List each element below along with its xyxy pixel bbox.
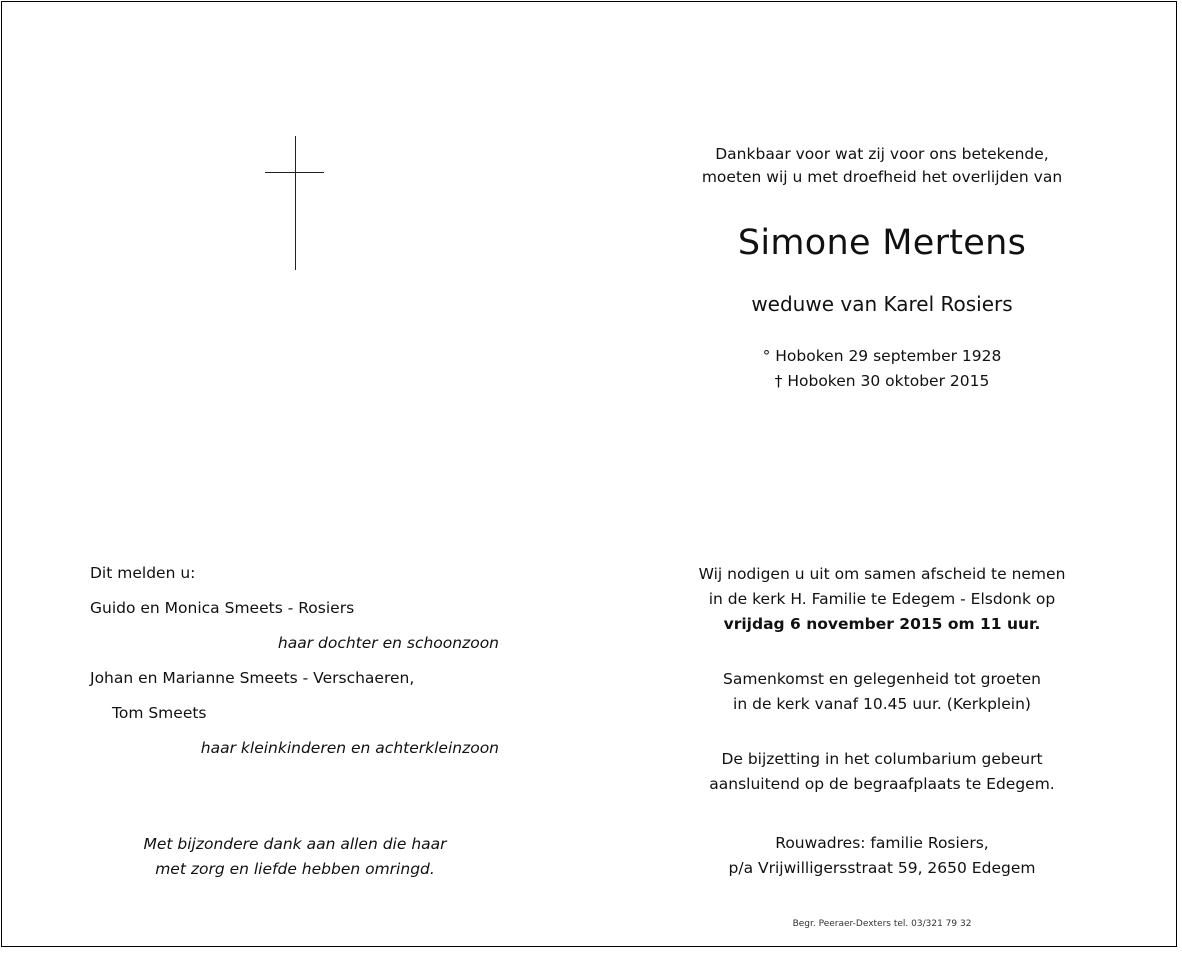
address-line-1: Rouwadres: familie Rosiers, <box>775 834 989 852</box>
family-header: Dit melden u: <box>90 564 196 582</box>
family-member-3: Tom Smeets <box>112 704 207 722</box>
death-notice-card <box>1 1 1177 947</box>
invitation-text <box>642 562 1122 637</box>
intro-line-2: moeten wij u met droefheid het overlijden van <box>701 168 1063 186</box>
family-member-2: Johan en Marianne Smeets - Verschaeren, <box>90 669 415 687</box>
thanks-text <box>62 832 528 882</box>
family-relation-1: haar dochter en schoonzoon <box>277 634 499 652</box>
birth-date: ° Hoboken 29 september 1928 <box>762 347 1002 365</box>
invitation-line-2: in de kerk H. Familie te Edegem - Elsdonk op <box>708 590 1056 608</box>
burial-line-2: aansluitend op de begraafplaats te Edegem. <box>709 775 1055 793</box>
burial-line-1: De bijzetting in het columbarium gebeurt <box>721 750 1043 768</box>
intro-line-1: Dankbaar voor wat zij voor ons betekende, <box>715 145 1049 163</box>
invitation-line-1: Wij nodigen u uit om samen afscheid te nemen <box>698 565 1066 583</box>
gathering-line-1: Samenkomst en gelegenheid tot groeten <box>723 670 1041 688</box>
gathering-line-2: in de kerk vanaf 10.45 uur. (Kerkplein) <box>733 695 1031 713</box>
gathering-text <box>642 667 1122 717</box>
mourning-address <box>642 831 1122 881</box>
address-line-2: p/a Vrijwilligersstraat 59, 2650 Edegem <box>728 859 1036 877</box>
life-dates <box>642 344 1122 394</box>
family-relation-2: haar kleinkinderen en achterkleinzoon <box>200 739 499 757</box>
thanks-line-2: met zorg en liefde hebben omringd. <box>155 860 435 878</box>
cross-vertical-bar <box>295 136 296 270</box>
thanks-line-1: Met bijzondere dank aan allen die haar <box>143 835 447 853</box>
death-date: † Hoboken 30 oktober 2015 <box>774 372 990 390</box>
undertaker-credit: Begr. Peeraer-Dexters tel. 03/321 79 32 <box>792 919 972 929</box>
cross-horizontal-bar <box>265 172 324 173</box>
intro-text <box>642 143 1122 189</box>
widow-of: weduwe van Karel Rosiers <box>751 292 1013 316</box>
burial-text <box>642 747 1122 797</box>
family-member-1: Guido en Monica Smeets - Rosiers <box>90 599 355 617</box>
deceased-name: Simone Mertens <box>737 223 1027 263</box>
ceremony-datetime: vrijdag 6 november 2015 om 11 uur. <box>723 615 1041 633</box>
